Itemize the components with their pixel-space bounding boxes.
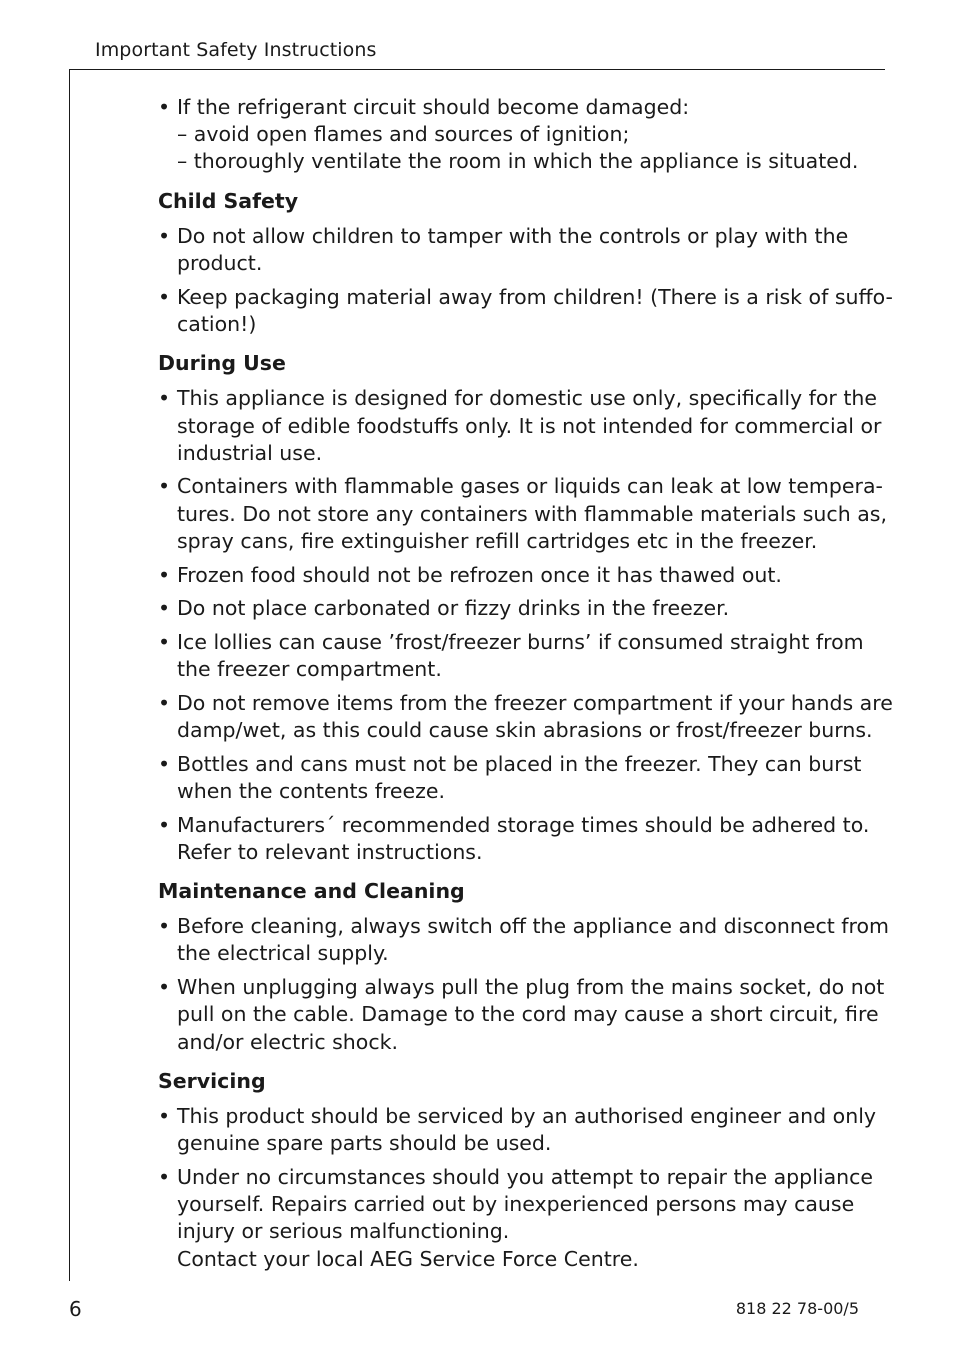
bullet-item — [158, 913, 889, 967]
bullet-line: Do not remove items from the freezer compartment if your hands are — [177, 690, 893, 715]
document-code: 818 22 78-00/5 — [735, 1299, 859, 1318]
bullet-line: the freezer compartment. — [177, 657, 442, 682]
bullet-line: Do not allow children to tamper with the controls or play with the — [177, 223, 849, 248]
bullet-line: damp/wet, as this could cause skin abrasions or frost/freezer burns. — [177, 718, 873, 743]
bullet-item — [158, 223, 864, 277]
bullet-line: Refer to relevant instructions. — [177, 839, 483, 864]
instructions-content — [158, 94, 893, 1279]
bullet-line: This appliance is designed for domestic use only, specifically for the — [177, 386, 878, 411]
bullet-icon: • — [158, 386, 171, 411]
bullet-icon: • — [158, 975, 171, 1000]
bullet-line: the electrical supply. — [177, 941, 389, 966]
page-number: 6 — [69, 1297, 82, 1321]
bullet-icon: • — [158, 95, 171, 119]
section-heading: Maintenance and Cleaning — [158, 879, 465, 904]
bullet-line: Manufacturers´ recommended storage times should be adhered to. — [177, 812, 870, 837]
bullet-icon: • — [158, 812, 171, 837]
bullet-line: – avoid open flames and sources of ignition; — [177, 122, 630, 147]
bullet-line: genuine spare parts should be used. — [177, 1131, 552, 1156]
bullet-item — [158, 690, 893, 744]
bullet-line: pull on the cable. Damage to the cord may cause a short circuit, fire — [177, 1002, 879, 1027]
bullet-icon: • — [158, 1104, 171, 1128]
bullet-line: tures. Do not store any containers with flammable materials such as, — [177, 501, 887, 526]
bullet-icon: • — [158, 629, 171, 654]
bullet-line: Before cleaning, always switch off the appliance and disconnect from — [177, 914, 889, 939]
bullet-line: Bottles and cans must not be placed in the freezer. They can burst — [177, 751, 862, 776]
bullet-icon: • — [158, 562, 171, 587]
bullet-item — [158, 629, 864, 683]
bullet-icon: • — [158, 223, 171, 248]
bullet-item — [158, 94, 864, 176]
page-header-title: Important Safety Instructions — [95, 39, 377, 61]
bullet-item — [158, 974, 885, 1056]
bullet-item — [158, 1164, 874, 1273]
bullet-item — [158, 1103, 877, 1157]
bullet-line: Ice lollies can cause ’frost/freezer burns’ if consumed straight from — [177, 629, 864, 654]
bullet-line: Contact your local AEG Service Force Centre. — [177, 1246, 639, 1271]
bullet-item — [158, 595, 864, 622]
header-rule — [69, 69, 885, 70]
bullet-line: Frozen food should not be refrozen once it has thawed out. — [177, 562, 782, 587]
bullet-line: and/or electric shock. — [177, 1029, 398, 1054]
section-heading: During Use — [158, 351, 286, 376]
bullet-line: yourself. Repairs carried out by inexperienced persons may cause — [177, 1192, 855, 1217]
bullet-line: Under no circumstances should you attempt to repair the appliance — [177, 1164, 874, 1189]
bullet-icon: • — [158, 751, 171, 776]
bullet-line: Containers with flammable gases or liquids can leak at low tempera- — [177, 474, 883, 499]
bullet-icon: • — [158, 1164, 171, 1189]
section-heading: Servicing — [158, 1068, 266, 1093]
left-margin-rule — [69, 69, 70, 1281]
bullet-line: This product should be serviced by an authorised engineer and only — [177, 1104, 877, 1128]
bullet-line: Keep packaging material away from children! (There is a risk of suffo- — [177, 284, 893, 309]
bullet-line: Do not place carbonated or fizzy drinks in the freezer. — [177, 596, 730, 621]
bullet-line: storage of edible foodstuffs only. It is not intended for commercial or — [177, 413, 882, 438]
bullet-line: If the refrigerant circuit should become damaged: — [177, 95, 690, 119]
bullet-line: product. — [177, 251, 263, 276]
bullet-item — [158, 473, 887, 555]
bullet-icon: • — [158, 596, 171, 621]
bullet-icon: • — [158, 914, 171, 939]
bullet-line: spray cans, fire extinguisher refill cartridges etc in the freezer. — [177, 528, 818, 553]
bullet-line: cation!) — [177, 311, 257, 336]
bullet-line: industrial use. — [177, 440, 323, 465]
bullet-item — [158, 812, 870, 866]
bullet-item — [158, 284, 893, 338]
bullet-item — [158, 751, 864, 805]
bullet-icon: • — [158, 690, 171, 715]
bullet-line: When unplugging always pull the plug from the mains socket, do not — [177, 975, 885, 1000]
bullet-line: – thoroughly ventilate the room in which the appliance is situated. — [177, 149, 859, 174]
bullet-line: injury or serious malfunctioning. — [177, 1219, 510, 1244]
bullet-item — [158, 385, 882, 467]
bullet-icon: • — [158, 284, 171, 309]
bullet-icon: • — [158, 474, 171, 499]
bullet-line: when the contents freeze. — [177, 778, 446, 803]
section-heading: Child Safety — [158, 188, 299, 213]
bullet-item — [158, 562, 864, 589]
